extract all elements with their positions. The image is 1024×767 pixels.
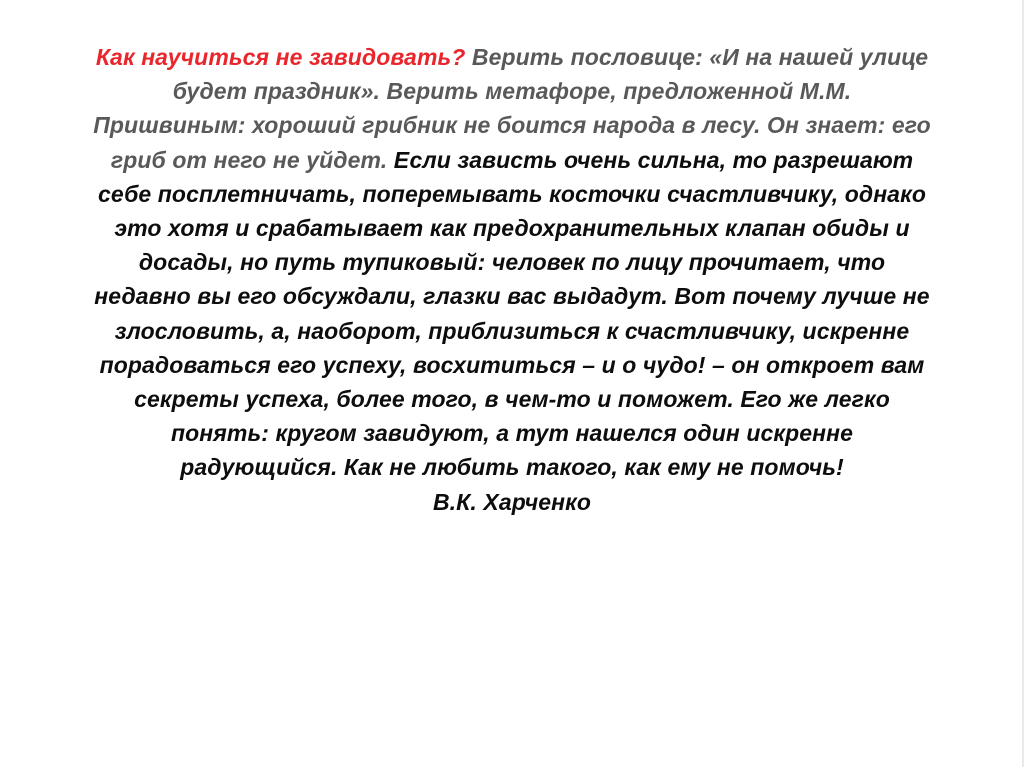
text-line-10: порадоваться его успеху, восхититься – и о чудо! – он откроет вам [99,351,925,378]
text-line-7: досады, но путь тупиковый: человек по лицу прочитает, что [138,249,886,276]
text-line-6: это хотя и срабатывает как предохранительных клапан обиды и [114,215,910,242]
quote-text-block [40,40,984,519]
text-line-9: злословить, а, наоборот, приблизиться к счастливчику, искренне [114,317,910,344]
text-line-11: секреты успеха, более того, в чем-то и поможет. Его же легко [134,386,890,413]
text-line-1 [40,40,984,74]
text-line-8: недавно вы его обсуждали, глазки вас выдадут. Вот почему лучше не [94,283,930,310]
text-line-13: радующийся. Как не любить такого, как ему не помочь! [180,454,844,481]
text-line-4 [40,143,984,177]
author-signature: В.К. Харченко [432,488,592,515]
quote-text-start: Верить пословице: «И на нашей улице [465,44,929,70]
quote-text-end: гриб от него не уйдет. [110,146,388,173]
text-line-3: Пришвиным: хороший грибник не боится народа в лесу. Он знает: его [93,112,931,139]
question-text: Как научиться не завидовать? [95,44,466,70]
text-line-2: будет праздник». Верить метафоре, предложенной М.М. [172,78,852,105]
text-line-5: себе посплетничать, поперемывать косточки счастливчику, однако [98,180,926,207]
text-line-12: понять: кругом завидуют, а тут нашелся один искренне [170,420,854,447]
body-text-start: Если зависть очень сильна, то разрешают [387,146,914,173]
